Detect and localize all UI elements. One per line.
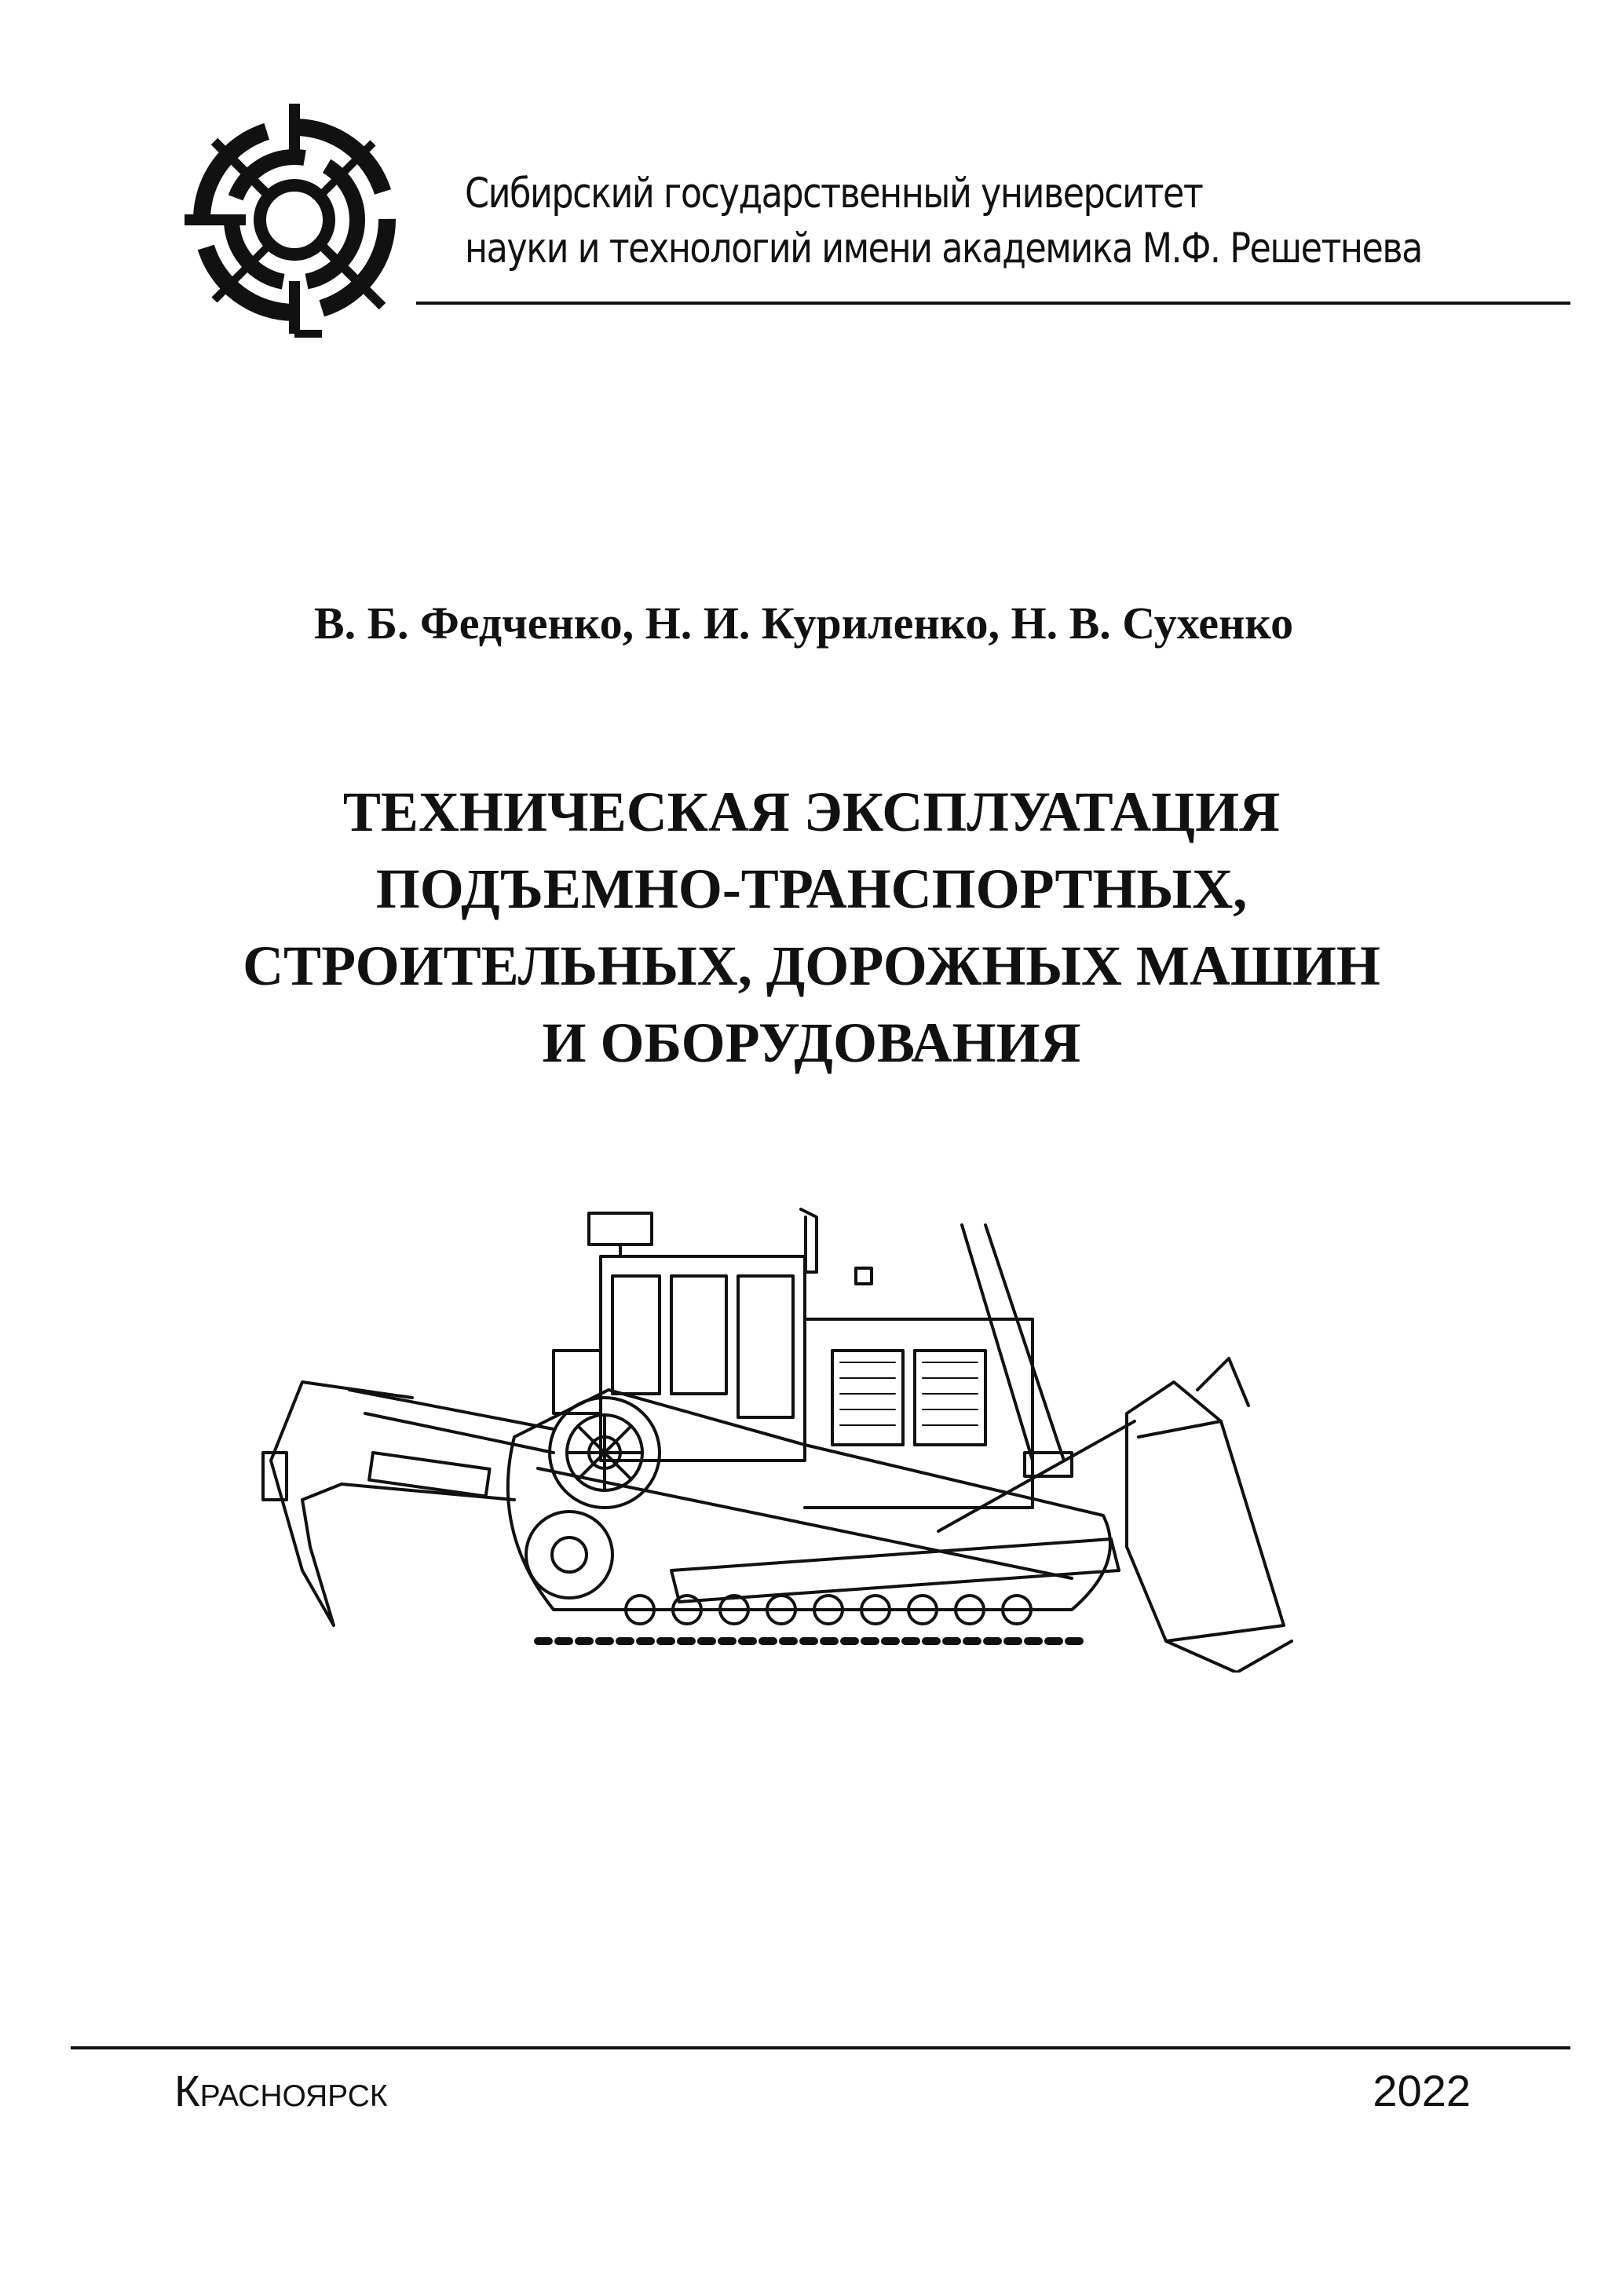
authors xyxy=(0,597,1623,649)
header-divider xyxy=(416,302,1570,305)
authors-text: В. Б. Федченко, Н. И. Куриленко, Н. В. Сухенко xyxy=(313,598,1294,649)
publication-city: Красноярск xyxy=(174,2066,388,2115)
university-name xyxy=(465,166,1580,276)
title-line-2: ПОДЪЕМНО-ТРАНСПОРТНЫХ, xyxy=(375,857,1248,920)
footer-divider xyxy=(71,2046,1570,2049)
university-name-line1: Сибирский государственный университет xyxy=(465,170,1203,218)
title-line-3: СТРОИТЕЛЬНЫХ, ДОРОЖНЫХ МАШИН xyxy=(243,934,1380,997)
book-title xyxy=(0,773,1623,1081)
title-line-1: ТЕХНИЧЕСКАЯ ЭКСПЛУАТАЦИЯ xyxy=(342,781,1281,843)
publication-year: 2022 xyxy=(1373,2066,1471,2115)
title-line-4: И ОБОРУДОВАНИЯ xyxy=(542,1011,1081,1074)
bulldozer-icon xyxy=(255,1201,1315,1673)
university-name-line2: науки и технологий имени академика М.Ф. Решетнева xyxy=(465,225,1422,272)
university-emblem-icon xyxy=(177,94,412,345)
